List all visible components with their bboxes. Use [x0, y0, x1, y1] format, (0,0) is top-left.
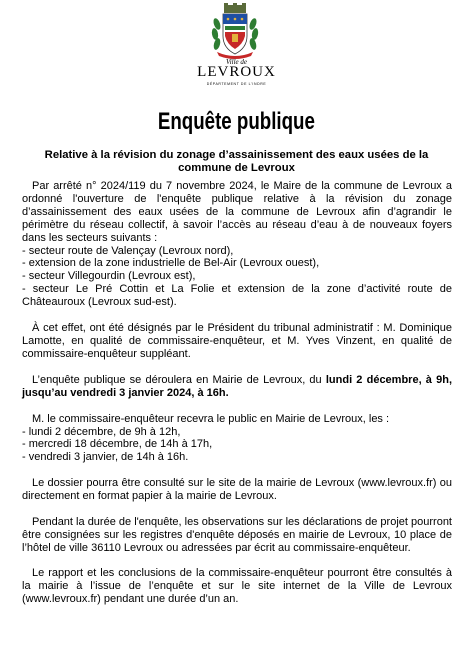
permanence-item: - vendredi 3 janvier, de 14h à 16h.: [22, 451, 189, 464]
sector-item: - secteur route de Valençay (Levroux nord),: [22, 244, 234, 257]
page-subtitle: Relative à la révision du zonage d’assainissement des eaux usées de la commune de Levroux: [44, 149, 429, 174]
paragraph-report: Le rapport et les conclusions de la commissaire-enquêteur pourront être consultés à la mairie à l’issue de l’enquête et sur le site internet de la Ville de Levroux (www.levroux.fr) pendant une durée d’un an.: [22, 566, 452, 605]
permanence-item: - lundi 2 décembre, de 9h à 12h,: [22, 425, 181, 438]
paragraph-decree: Par arrêté n° 2024/119 du 7 novembre 2024, le Maire de la commune de Levroux a ordonné l'ouverture de l'enquête publique relative à la révision du zonage d’assainissement des eaux usées de la commune de Levroux afin d’agrandir le périmètre du réseau collectif, à savoir l’accès au réseau d’eau à de nouveaux foyers dans les secteurs suivants :: [22, 180, 452, 244]
notice-body: [22, 180, 452, 605]
header-ville-label: Ville de: [225, 58, 248, 66]
sector-item: - secteur Villegourdin (Levroux est),: [22, 270, 196, 283]
page-title: Enquête publique: [157, 108, 315, 135]
sector-item: - extension de la zone industrielle de Bel-Air (Levroux ouest),: [22, 257, 320, 270]
sector-item: - secteur Le Pré Cottin et La Folie et extension de la zone d’activité route de Châteauroux (Levroux sud-est).: [22, 283, 452, 309]
dates-intro: L’enquête publique se déroulera en Mairie de Levroux, du: [32, 373, 326, 386]
paragraph-observations: Pendant la durée de l'enquête, les observations sur les déclarations de projet pourront être consignées sur les registres d'enquête déposés en mairie de Levroux, 10 place de l’hôtel de ville 36110 Levroux ou adressées par écrit au commissaire-enquêteur.: [22, 516, 452, 554]
permanences-intro: M. le commissaire-enquêteur recevra le public en Mairie de Levroux, les :: [32, 412, 390, 425]
paragraph-dates: [22, 374, 452, 400]
permanence-item: - mercredi 18 décembre, de 14h à 17h,: [22, 438, 213, 451]
dates-range: lundi 2 décembre, à 9h, jusqu’au vendredi 3 janvier 2024, à 16h.: [22, 373, 452, 399]
paragraph-dossier: Le dossier pourra être consulté sur le site de la mairie de Levroux (www.levroux.fr) ou directement en format papier à la mairie de Levroux.: [22, 477, 452, 503]
header-town-name: LEVROUX: [197, 64, 276, 80]
paragraph-commissioners: À cet effet, ont été désignés par le Président du tribunal administratif : M. Dominique Lamotte, en qualité de commissaire-enquêteur, et M. Yves Vinzent, en qualité de commissaire-enquêteur suppléant.: [22, 322, 452, 360]
header-department: DÉPARTEMENT DE L'INDRE: [206, 82, 267, 86]
coat-of-arms-icon: [209, 2, 261, 60]
